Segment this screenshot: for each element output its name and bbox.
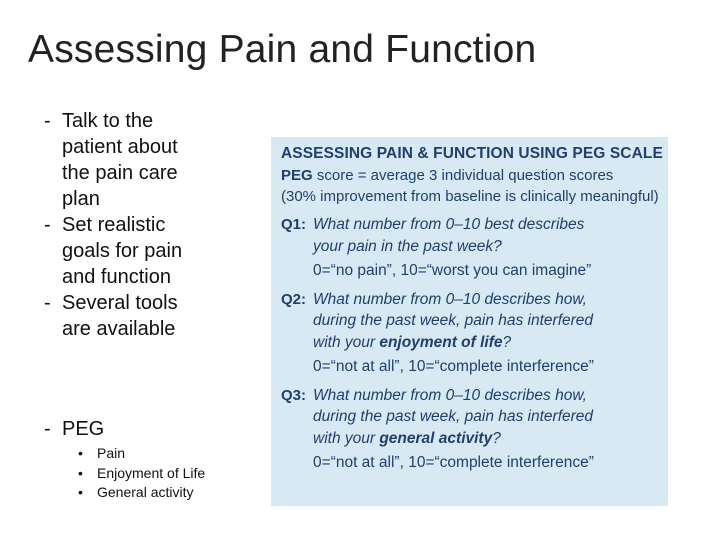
sub-bullet-marker: • bbox=[78, 464, 83, 481]
question-text: with your bbox=[313, 429, 380, 447]
bullet-item bbox=[40, 290, 240, 342]
question-text: What number from 0–10 describes how, bbox=[313, 386, 587, 404]
question-text: during the past week, pain has interfered bbox=[313, 312, 594, 329]
bullet-line: Several tools bbox=[62, 292, 178, 314]
question-text: ? bbox=[502, 333, 512, 351]
question-emphasis: enjoyment of life bbox=[379, 333, 503, 351]
question-text: What number from 0–10 best describes bbox=[313, 216, 585, 233]
bullet-line: Talk to the bbox=[62, 110, 154, 132]
question-text: during the past week, pain has interfered bbox=[313, 408, 594, 425]
question-q2 bbox=[281, 289, 668, 378]
sub-bullet-item bbox=[78, 483, 278, 503]
peg-score-text: score = average 3 individual question scores bbox=[312, 167, 614, 184]
peg-sublist bbox=[78, 444, 278, 503]
slide-title: Assessing Pain and Function bbox=[28, 28, 537, 71]
bullet-line: patient about bbox=[62, 136, 178, 158]
peg-bullet-item bbox=[40, 416, 260, 442]
sub-bullet-marker: • bbox=[78, 445, 83, 461]
bullet-line: goals for pain bbox=[62, 240, 183, 262]
peg-scale-panel bbox=[271, 137, 668, 506]
sub-bullet-text: General activity bbox=[97, 484, 194, 500]
question-line bbox=[313, 214, 668, 236]
peg-label: PEG bbox=[62, 418, 105, 440]
sub-bullet-marker: • bbox=[78, 484, 83, 500]
bullet-line: are available bbox=[62, 318, 176, 340]
question-line bbox=[313, 310, 668, 332]
question-q1 bbox=[281, 214, 668, 282]
bullet-marker: - bbox=[44, 292, 51, 314]
question-number: Q2: bbox=[281, 290, 307, 308]
question-line bbox=[313, 428, 668, 450]
question-text: What number from 0–10 describes how, bbox=[313, 290, 587, 308]
bullet-item bbox=[40, 108, 240, 212]
panel-heading: ASSESSING PAIN & FUNCTION USING PEG SCALE bbox=[281, 145, 663, 162]
bullet-line: plan bbox=[62, 188, 100, 210]
peg-score-definition bbox=[281, 165, 668, 186]
bullet-line: the pain care bbox=[62, 162, 178, 184]
question-line bbox=[313, 332, 668, 354]
sub-bullet-text: Enjoyment of Life bbox=[97, 464, 206, 481]
bullet-list bbox=[40, 108, 240, 342]
sub-bullet-item bbox=[78, 444, 278, 464]
peg-score-note: (30% improvement from baseline is clinically meaningful) bbox=[281, 188, 659, 205]
sub-bullet-text: Pain bbox=[97, 445, 126, 461]
peg-score-bold: PEG bbox=[281, 167, 313, 184]
question-number: Q3: bbox=[281, 386, 307, 404]
question-anchors: 0=“not at all”, 10=“complete interference” bbox=[313, 454, 594, 471]
bullet-item bbox=[40, 212, 240, 290]
question-line bbox=[313, 385, 668, 407]
sub-bullet-item bbox=[78, 464, 278, 484]
question-number: Q1: bbox=[281, 216, 307, 233]
bullet-line: and function bbox=[62, 266, 171, 288]
question-line bbox=[313, 406, 668, 428]
bullet-marker: - bbox=[44, 418, 51, 440]
question-text: your pain in the past week? bbox=[313, 237, 502, 255]
question-emphasis: general activity bbox=[379, 429, 493, 447]
question-line bbox=[313, 289, 668, 311]
question-q3 bbox=[281, 385, 668, 474]
question-text: ? bbox=[492, 429, 501, 447]
bullet-marker: - bbox=[44, 214, 51, 236]
question-text: with your bbox=[313, 333, 380, 351]
peg-bullet bbox=[40, 416, 260, 442]
bullet-line: Set realistic bbox=[62, 214, 166, 236]
question-anchors: 0=“not at all”, 10=“complete interference” bbox=[313, 358, 594, 375]
question-anchors: 0=“no pain”, 10=“worst you can imagine” bbox=[313, 262, 592, 279]
bullet-marker: - bbox=[44, 110, 51, 132]
question-line bbox=[313, 236, 668, 258]
